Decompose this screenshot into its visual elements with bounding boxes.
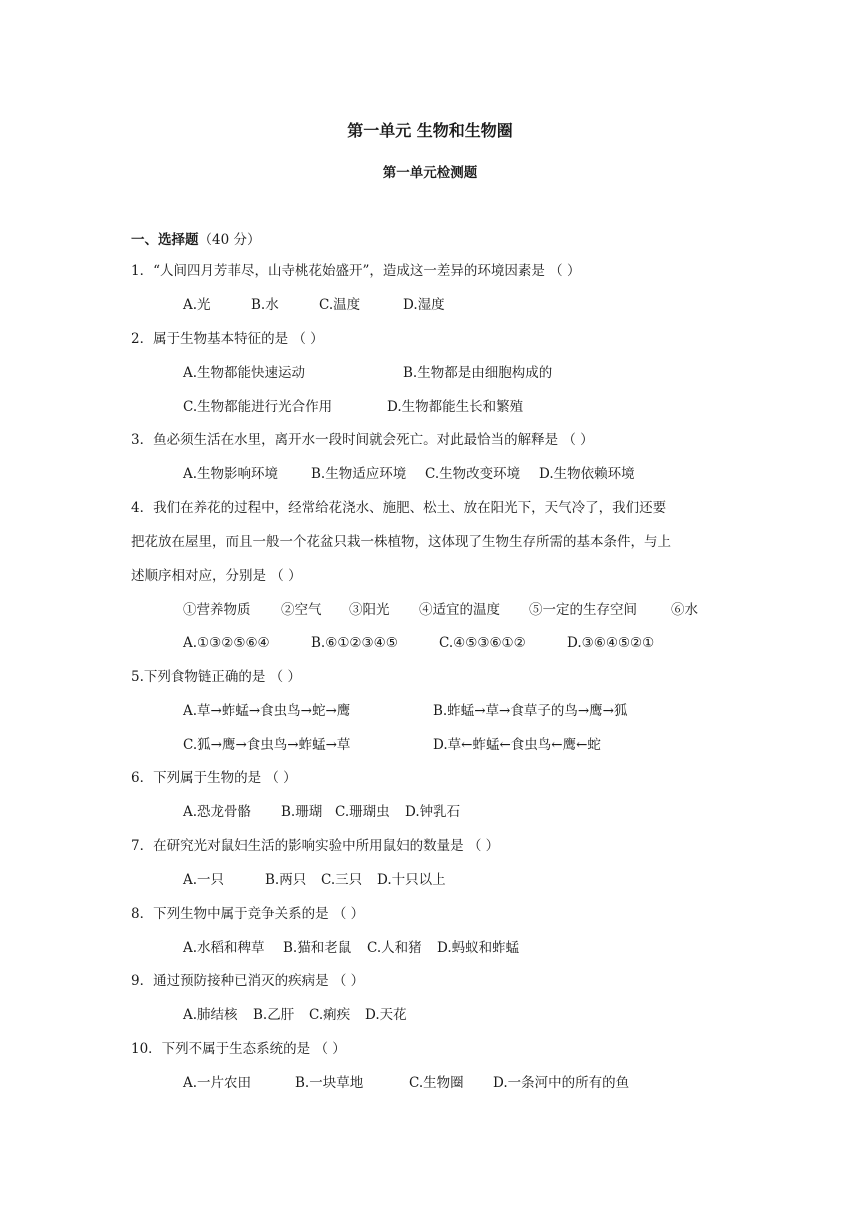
option: C.生物都能进行光合作用 [183,399,333,415]
question-options [183,802,460,822]
option: B.珊瑚 [281,804,323,820]
question-stem: 4．我们在养花的过程中，经常给花浇水、施肥、松土、放在阳光下，天气冷了，我们还要 [131,500,667,516]
question-options [183,397,523,417]
section-heading-label: 一、选择题 [131,232,199,248]
question-stem: 把花放在屋里，而且一般一个花盆只栽一株植物，这体现了生物生存所需的基本条件，与上 [131,534,671,550]
item: ③阳光 [349,602,390,618]
question-options [183,701,627,721]
option: D.③⑥④⑤②① [567,635,655,651]
page-subtitle: 第一单元检测题 [382,165,478,181]
option: B.⑥①②③④⑤ [311,635,398,651]
page-title: 第一单元 生物和生物圈 [347,121,513,140]
option: A.恐龙骨骼 [183,804,252,820]
question-stem: 7．在研究光对鼠妇生活的影响实验中所用鼠妇的数量是 （ ） [131,838,500,854]
question-stem: 9．通过预防接种已消灭的疾病是 （ ） [131,973,365,989]
option: D.蚂蚁和蚱蜢 [437,940,520,956]
option: C.痢疾 [309,1007,351,1023]
option: A.肺结核 [183,1007,238,1023]
option: C.④⑤③⑥①② [439,635,526,651]
option: C.狐→鹰→食虫鸟→蚱蜢→草 [183,737,351,753]
option: A.草→蚱蜢→食虫鸟→蛇→鹰 [183,703,351,719]
section-score: （40 分） [198,232,261,248]
option: B.生物都是由细胞构成的 [403,365,553,381]
item: ①营养物质 [183,602,251,618]
question-stem: 10．下列不属于生态系统的是 （ ） [131,1041,346,1057]
option: A.①③②⑤⑥④ [183,635,270,651]
option: D.一条河中的所有的鱼 [493,1075,630,1091]
option: A.光 [183,297,211,313]
question-stem: 5.下列食物链正确的是 （ ） [131,669,301,685]
question-options [183,1005,407,1025]
option: C.温度 [319,297,361,313]
section-heading [131,228,260,248]
question-options [183,870,446,890]
option: A.生物都能快速运动 [183,365,306,381]
question-stem: 8．下列生物中属于竞争关系的是 （ ） [131,906,365,922]
question-options [183,295,445,315]
option: C.人和猪 [367,940,422,956]
option: D.天花 [365,1007,407,1023]
question-stem: 3．鱼必须生活在水里，离开水一段时间就会死亡。对此最恰当的解释是 （ ） [131,432,594,448]
option: B.水 [251,297,279,313]
option: B.两只 [265,872,307,888]
option: A.水稻和稗草 [183,940,265,956]
question-options [183,464,635,484]
question-stem: 2．属于生物基本特征的是 （ ） [131,331,324,347]
option: A.一只 [183,872,225,888]
question-stem: 6．下列属于生物的是 （ ） [131,770,297,786]
option: C.珊瑚虫 [335,804,390,820]
option: B.一块草地 [295,1075,364,1091]
item: ④适宜的温度 [419,602,500,618]
option: D.草←蚱蜢←食虫鸟←鹰←蛇 [433,737,601,753]
option: C.三只 [321,872,363,888]
option: A.生物影响环境 [183,466,279,482]
question-options [183,633,654,653]
option: B.猫和老鼠 [283,940,352,956]
option: D.湿度 [403,297,445,313]
question-options [183,735,601,755]
question-options [183,938,519,958]
option: D.十只以上 [377,872,446,888]
item: ⑥水 [671,602,698,618]
option: C.生物圈 [409,1075,464,1091]
option: C.生物改变环境 [425,466,521,482]
option: B.生物适应环境 [311,466,407,482]
option: D.生物依赖环境 [539,466,635,482]
question-stem: 1．“人间四月芳菲尽，山寺桃花始盛开”，造成这一差异的环境因素是 （ ） [131,263,581,279]
question-options [183,363,552,383]
option: D.钟乳石 [405,804,461,820]
item: ⑤一定的生存空间 [529,602,637,618]
option: A.一片农田 [183,1075,252,1091]
question-options [183,1073,629,1093]
question-stem: 述顺序相对应，分别是 （ ） [131,568,302,584]
option: B.蚱蜢→草→食草子的鸟→鹰→狐 [433,703,628,719]
option: B.乙肝 [253,1007,295,1023]
item: ②空气 [281,602,322,618]
question-items [183,600,698,620]
option: D.生物都能生长和繁殖 [387,399,524,415]
